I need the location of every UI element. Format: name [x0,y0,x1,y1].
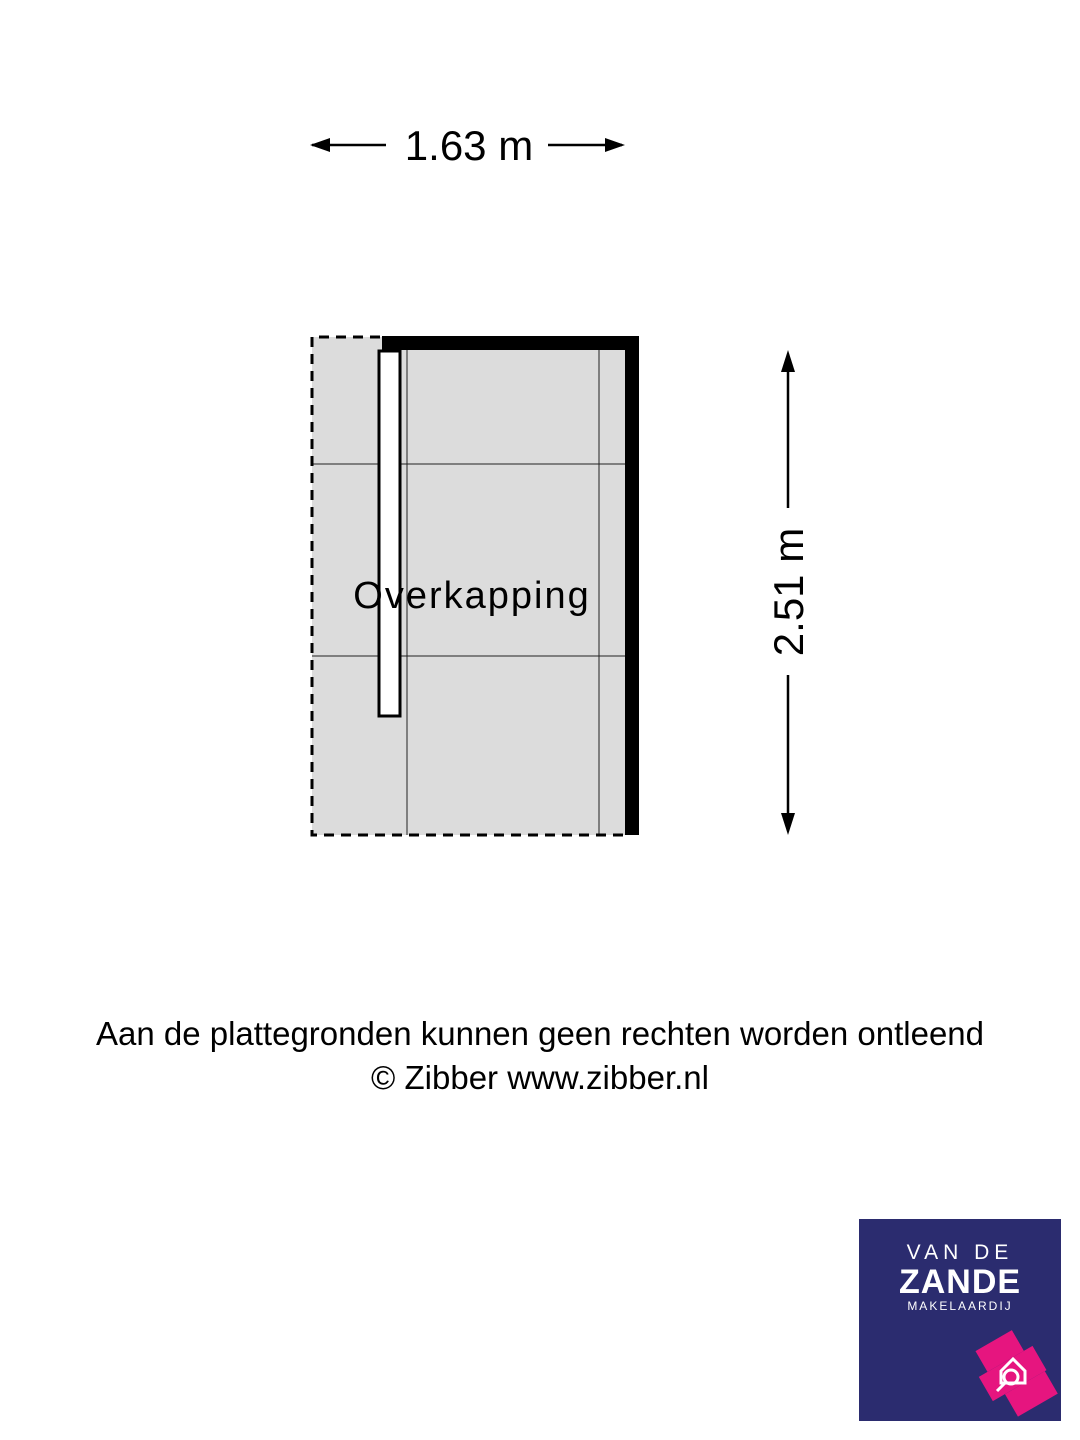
logo-line1: VAN DE [906,1241,1014,1264]
width-dimension-label: 1.63 m [404,122,534,169]
height-arrow-down-icon [781,813,795,835]
disclaimer [0,1012,1080,1100]
house-magnifier-icon [967,1319,1061,1421]
room-overkapping [312,337,638,835]
width-dimension [310,122,625,169]
height-arrow-up-icon [781,350,795,372]
beam [379,351,400,716]
logo-line2: ZANDE [898,1263,1022,1301]
width-arrow-left-icon [310,138,330,152]
logo-line3: MAKELAARDIJ [907,1299,1013,1313]
height-dimension [765,350,812,835]
height-dimension-label: 2.51 m [765,527,812,657]
company-logo [859,1219,1061,1421]
room-label: Overkapping [353,575,591,617]
width-arrow-right-icon [605,138,625,152]
copyright-text: © Zibber www.zibber.nl [371,1059,709,1096]
disclaimer-text: Aan de plattegronden kunnen geen rechten worden ontleend [95,1015,985,1052]
